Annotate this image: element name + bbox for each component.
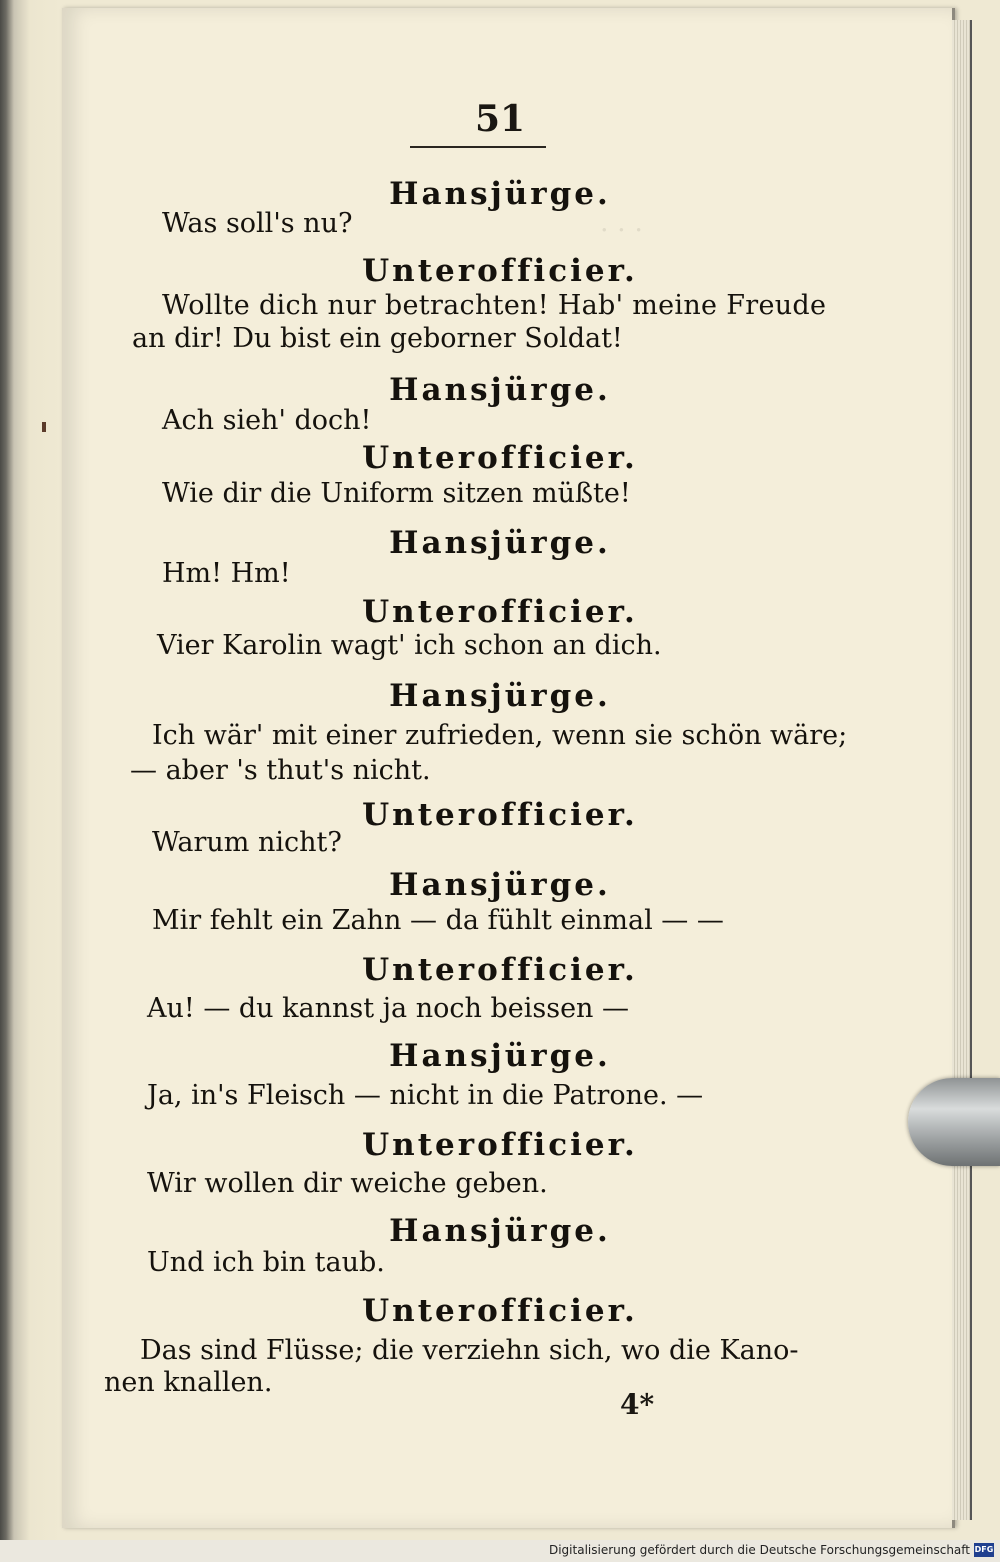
dialogue-line: an dir! Du bist ein geborner Soldat! bbox=[132, 323, 623, 354]
speaker-heading: Hansjürge. bbox=[389, 867, 611, 903]
dialogue-line: Das sind Flüsse; die verziehn sich, wo die Kano- bbox=[140, 1335, 799, 1366]
footer-credit: Digitalisierung gefördert durch die Deutsche Forschungsgemeinschaft bbox=[548, 1543, 970, 1557]
speaker-heading: Unterofficier. bbox=[362, 797, 638, 833]
dialogue-line: Mir fehlt ein Zahn — da fühlt einmal — — bbox=[152, 905, 724, 936]
speaker-heading: Unterofficier. bbox=[362, 952, 638, 988]
speaker-heading: Unterofficier. bbox=[362, 594, 638, 630]
dialogue-line: Ach sieh' doch! bbox=[162, 405, 372, 436]
dialogue-line: Vier Karolin wagt' ich schon an dich. bbox=[157, 630, 662, 661]
speaker-heading: Hansjürge. bbox=[389, 1213, 611, 1249]
speaker-heading: Unterofficier. bbox=[362, 1293, 638, 1329]
speaker-heading: Unterofficier. bbox=[362, 440, 638, 476]
dialogue-line: nen knallen. bbox=[104, 1367, 273, 1398]
dialogue-line: Ich wär' mit einer zufrieden, wenn sie schön wäre; bbox=[152, 720, 848, 751]
speaker-heading: Hansjürge. bbox=[389, 176, 611, 212]
page-number: 51 bbox=[474, 98, 526, 140]
dfg-logo: DFG bbox=[974, 1543, 994, 1557]
speaker-heading: Unterofficier. bbox=[362, 1127, 638, 1163]
header-rule bbox=[410, 146, 546, 148]
dialogue-line: Au! — du kannst ja noch beissen — bbox=[147, 993, 630, 1024]
dialogue-line: Wir wollen dir weiche geben. bbox=[147, 1168, 548, 1199]
speaker-heading: Unterofficier. bbox=[362, 253, 638, 289]
speaker-heading: Hansjürge. bbox=[389, 1038, 611, 1074]
speaker-heading: Hansjürge. bbox=[389, 372, 611, 408]
dialogue-line: Hm! Hm! bbox=[162, 558, 291, 589]
signature-mark: 4* bbox=[620, 1388, 655, 1421]
dialogue-line: Und ich bin taub. bbox=[147, 1247, 385, 1278]
speaker-heading: Hansjürge. bbox=[389, 678, 611, 714]
dialogue-line: Ja, in's Fleisch — nicht in die Patrone. — bbox=[147, 1080, 704, 1111]
speaker-heading: Hansjürge. bbox=[389, 525, 611, 561]
dialogue-line: Wie dir die Uniform sitzen müßte! bbox=[162, 478, 631, 509]
footer-bar bbox=[0, 1540, 1000, 1562]
dialogue-line: Warum nicht? bbox=[152, 827, 342, 858]
margin-mark bbox=[42, 422, 46, 432]
dialogue-line: Was soll's nu? bbox=[162, 208, 353, 239]
dialogue-line: Wollte dich nur betrachten! Hab' meine Freude bbox=[162, 290, 827, 321]
dialogue-line: — aber 's thut's nicht. bbox=[130, 755, 431, 786]
